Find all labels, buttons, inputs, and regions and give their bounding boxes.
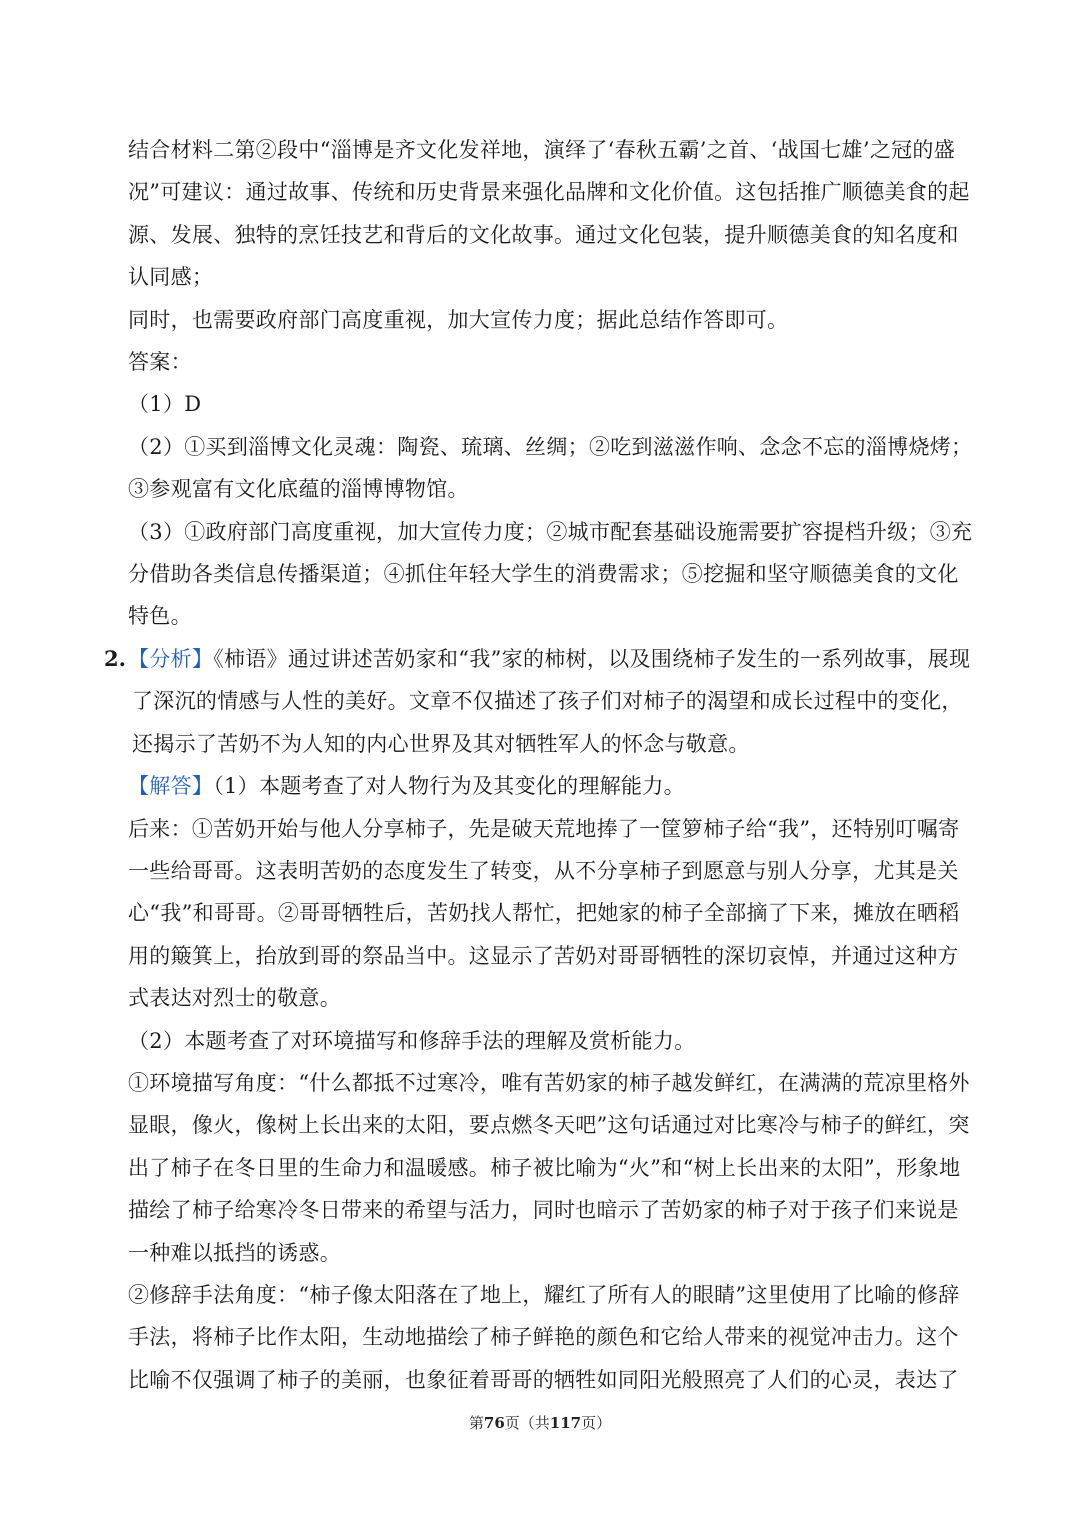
page-total: 117 (549, 1414, 582, 1432)
text-line: 比喻不仅强调了柿子的美丽，也象征着哥哥的牺牲如同阳光般照亮了人们的心灵，表达了 (128, 1368, 959, 1392)
text-line: 结合材料二第②段中“淄博是齐文化发祥地，演绎了‘春秋五霸’之首、‘战国七雄’之冠的盛 (128, 138, 956, 162)
text-line: ①环境描写角度：“什么都抵不过寒冷，唯有苦奶家的柿子越发鲜红，在满满的荒凉里格外 (128, 1071, 970, 1095)
text-line: 出了柿子在冬日里的生命力和温暖感。柿子被比喻为“火”和“树上长出来的太阳”，形象地 (128, 1156, 961, 1180)
answer-text: （1）本题考查了对人物行为及其变化的理解能力。 (213, 774, 685, 798)
text-line: 了深沉的情感与人性的美好。文章不仅描述了孩子们对柿子的渴望和成长过程中的变化， (132, 689, 963, 713)
text-line: 一种难以抵挡的诱惑。 (128, 1241, 341, 1265)
footer-mid: 页（共 (504, 1414, 550, 1432)
text-line: 特色。 (128, 604, 192, 628)
text-line: 认同感； (128, 265, 214, 289)
analysis-line (128, 644, 978, 674)
text-line: 分借助各类信息传播渠道；④抓住年轻大学生的消费需求；⑤挖掘和坚守顺德美食的文化 (128, 562, 959, 586)
text-line: 用的簸箕上，抬放到哥的祭品当中。这显示了苦奶对哥哥牺牲的深切哀悼，并通过这种方 (128, 944, 959, 968)
analysis-tag: 【分析】 (128, 647, 214, 671)
answer-heading: 答案： (128, 350, 192, 374)
answer-3: （3）①政府部门高度重视，加大宣传力度；②城市配套基础设施需要扩容提档升级；③充 (128, 520, 973, 544)
page-number: 76 (483, 1414, 505, 1432)
text-line: 描绘了柿子给寒冷冬日带来的希望与活力，同时也暗示了苦奶家的柿子对于孩子们来说是 (128, 1198, 959, 1222)
text-line: 后来：①苦奶开始与他人分享柿子，先是破天荒地捧了一筐箩柿子给“我”，还特别叮嘱寄 (128, 817, 960, 841)
text-line: 况”可建议：通过故事、传统和历史背景来强化品牌和文化价值。这包括推广顺德美食的起 (128, 180, 970, 204)
text-line: 手法，将柿子比作太阳，生动地描绘了柿子鲜艳的颜色和它给人带来的视觉冲击力。这个 (128, 1325, 959, 1349)
answer-line (128, 771, 978, 801)
question-number: 2. (104, 646, 126, 671)
footer-suffix: 页） (581, 1414, 612, 1432)
page-footer (0, 1412, 1080, 1433)
analysis-text: 《柿语》通过讲述苦奶家和“我”家的柿树，以及围绕柿子发生的一系列故事，展现 (213, 647, 971, 671)
text-line: ②修辞手法角度：“柿子像太阳落在了地上，耀红了所有人的眼睛”这里使用了比喻的修辞 (128, 1283, 960, 1307)
text-line: 式表达对烈士的敬意。 (128, 986, 341, 1010)
text-line: 显眼，像火，像树上长出来的太阳，要点燃冬天吧”这句话通过对比寒冷与柿子的鲜红，突 (128, 1113, 970, 1137)
text-line: 心“我”和哥哥。②哥哥牺牲后，苦奶找人帮忙，把她家的柿子全部摘了下来，摊放在晒稻 (128, 901, 960, 925)
text-line: 同时，也需要政府部门高度重视，加大宣传力度；据此总结作答即可。 (128, 308, 789, 332)
text-line: 源、发展、独特的烹饪技艺和背后的文化故事。通过文化包装，提升顺德美食的知名度和 (128, 223, 959, 247)
answer-2: （2）①买到淄博文化灵魂：陶瓷、琉璃、丝绸；②吃到滋滋作响、念念不忘的淄博烧烤； (128, 435, 973, 459)
text-line: 一些给哥哥。这表明苦奶的态度发生了转变，从不分享柿子到愿意与别人分享，尤其是关 (128, 859, 959, 883)
text-line: （2）本题考查了对环境描写和修辞手法的理解及赏析能力。 (128, 1029, 696, 1053)
answer-1: （1）D (128, 392, 202, 416)
footer-prefix: 第 (468, 1414, 484, 1432)
text-line: 还揭示了苦奶不为人知的内心世界及其对牺牲军人的怀念与敬意。 (132, 732, 750, 756)
text-line: ③参观富有文化底蕴的淄博博物馆。 (128, 477, 469, 501)
answer-tag: 【解答】 (128, 774, 214, 798)
